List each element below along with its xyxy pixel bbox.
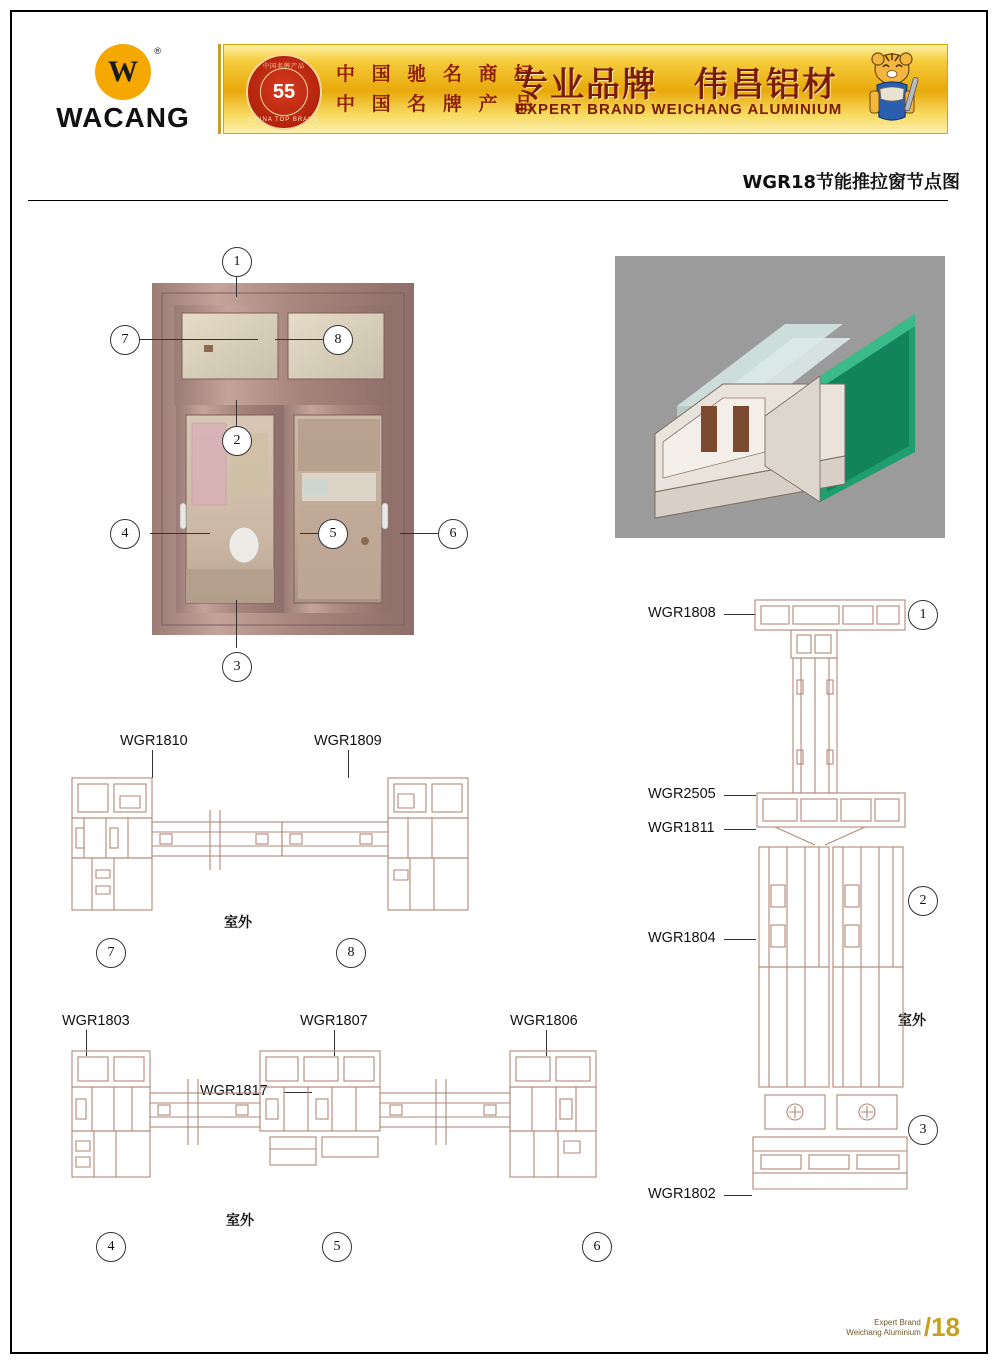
registered-trademark-icon: ® <box>154 46 161 56</box>
seal-center-text: 55 <box>260 68 308 116</box>
callout-5[interactable]: 5 <box>318 519 348 549</box>
china-marks <box>336 59 538 119</box>
profile-3d-render <box>615 256 945 538</box>
title-divider <box>28 200 948 201</box>
outdoor-note-bottom: 室外 <box>226 1213 254 1229</box>
part-label-wgr2505: WGR2505 <box>648 786 716 802</box>
part-label-wgr1802: WGR1802 <box>648 1186 716 1202</box>
logo-wordmark: WACANG <box>56 102 190 133</box>
outdoor-note-right: 室外 <box>898 1013 926 1029</box>
section-number-3[interactable]: 3 <box>908 1115 938 1145</box>
china-mark-line-1: 中 国 驰 名 商 标 <box>336 63 539 85</box>
logo-mark-icon <box>95 44 161 100</box>
leader-line-1 <box>236 275 237 297</box>
callout-6[interactable]: 6 <box>438 519 468 549</box>
part-label-wgr1817: WGR1817 <box>200 1083 268 1099</box>
footer <box>846 1312 960 1342</box>
page-title: WGR18节能推拉窗节点图 <box>742 172 960 193</box>
seal-top-text: 中国名牌产品 <box>262 64 305 70</box>
tiger-mascot-icon <box>847 47 933 133</box>
section-4-5-6-drawing <box>60 1045 620 1205</box>
part-label-wgr1806: WGR1806 <box>510 1013 578 1029</box>
callout-4[interactable]: 4 <box>110 519 140 549</box>
section-number-1[interactable]: 1 <box>908 600 938 630</box>
footer-line-1: Expert Brand <box>874 1318 921 1327</box>
china-mark-line-2: 中 国 名 牌 产 品 <box>336 93 539 115</box>
section-7-8-drawing <box>60 770 480 920</box>
part-label-wgr1804: WGR1804 <box>648 930 716 946</box>
leader-line-3 <box>236 600 237 648</box>
seal-bottom-text: CHINA TOP BRAND <box>249 117 319 123</box>
callout-7[interactable]: 7 <box>110 325 140 355</box>
section-number-4[interactable]: 4 <box>96 1232 126 1262</box>
gold-banner <box>223 44 948 134</box>
footer-line-2: Weichang Aluminium <box>846 1328 921 1337</box>
callout-3[interactable]: 3 <box>222 652 252 682</box>
china-top-brand-seal-icon <box>246 54 322 130</box>
page-number: /18 <box>923 1312 960 1342</box>
leader-line-4 <box>150 533 210 534</box>
leader-line-7 <box>138 339 258 340</box>
callout-1[interactable]: 1 <box>222 247 252 277</box>
window-product-photo <box>152 283 414 635</box>
part-label-wgr1809: WGR1809 <box>314 733 382 749</box>
part-label-wgr1810: WGR1810 <box>120 733 188 749</box>
outdoor-note-middle: 室外 <box>224 915 252 931</box>
callout-8[interactable]: 8 <box>323 325 353 355</box>
part-label-wgr1807: WGR1807 <box>300 1013 368 1029</box>
header-banner <box>28 44 948 134</box>
part-label-wgr1811: WGR1811 <box>648 820 715 836</box>
section-number-5[interactable]: 5 <box>322 1232 352 1262</box>
right-column-profile-drawing <box>735 585 925 1225</box>
section-number-6[interactable]: 6 <box>582 1232 612 1262</box>
part-label-wgr1808: WGR1808 <box>648 605 716 621</box>
leader-line-6 <box>400 533 440 534</box>
brand-name-chinese: 专业品牌 伟昌铝材 <box>514 65 838 105</box>
brand-name-english: EXPERT BRAND WEICHANG ALUMINIUM <box>516 101 843 118</box>
callout-2[interactable]: 2 <box>222 426 252 456</box>
section-number-8[interactable]: 8 <box>336 938 366 968</box>
part-label-wgr1803: WGR1803 <box>62 1013 130 1029</box>
section-number-7[interactable]: 7 <box>96 938 126 968</box>
company-logo <box>28 44 221 134</box>
section-number-2[interactable]: 2 <box>908 886 938 916</box>
logo-mark-letter: W <box>108 55 138 88</box>
